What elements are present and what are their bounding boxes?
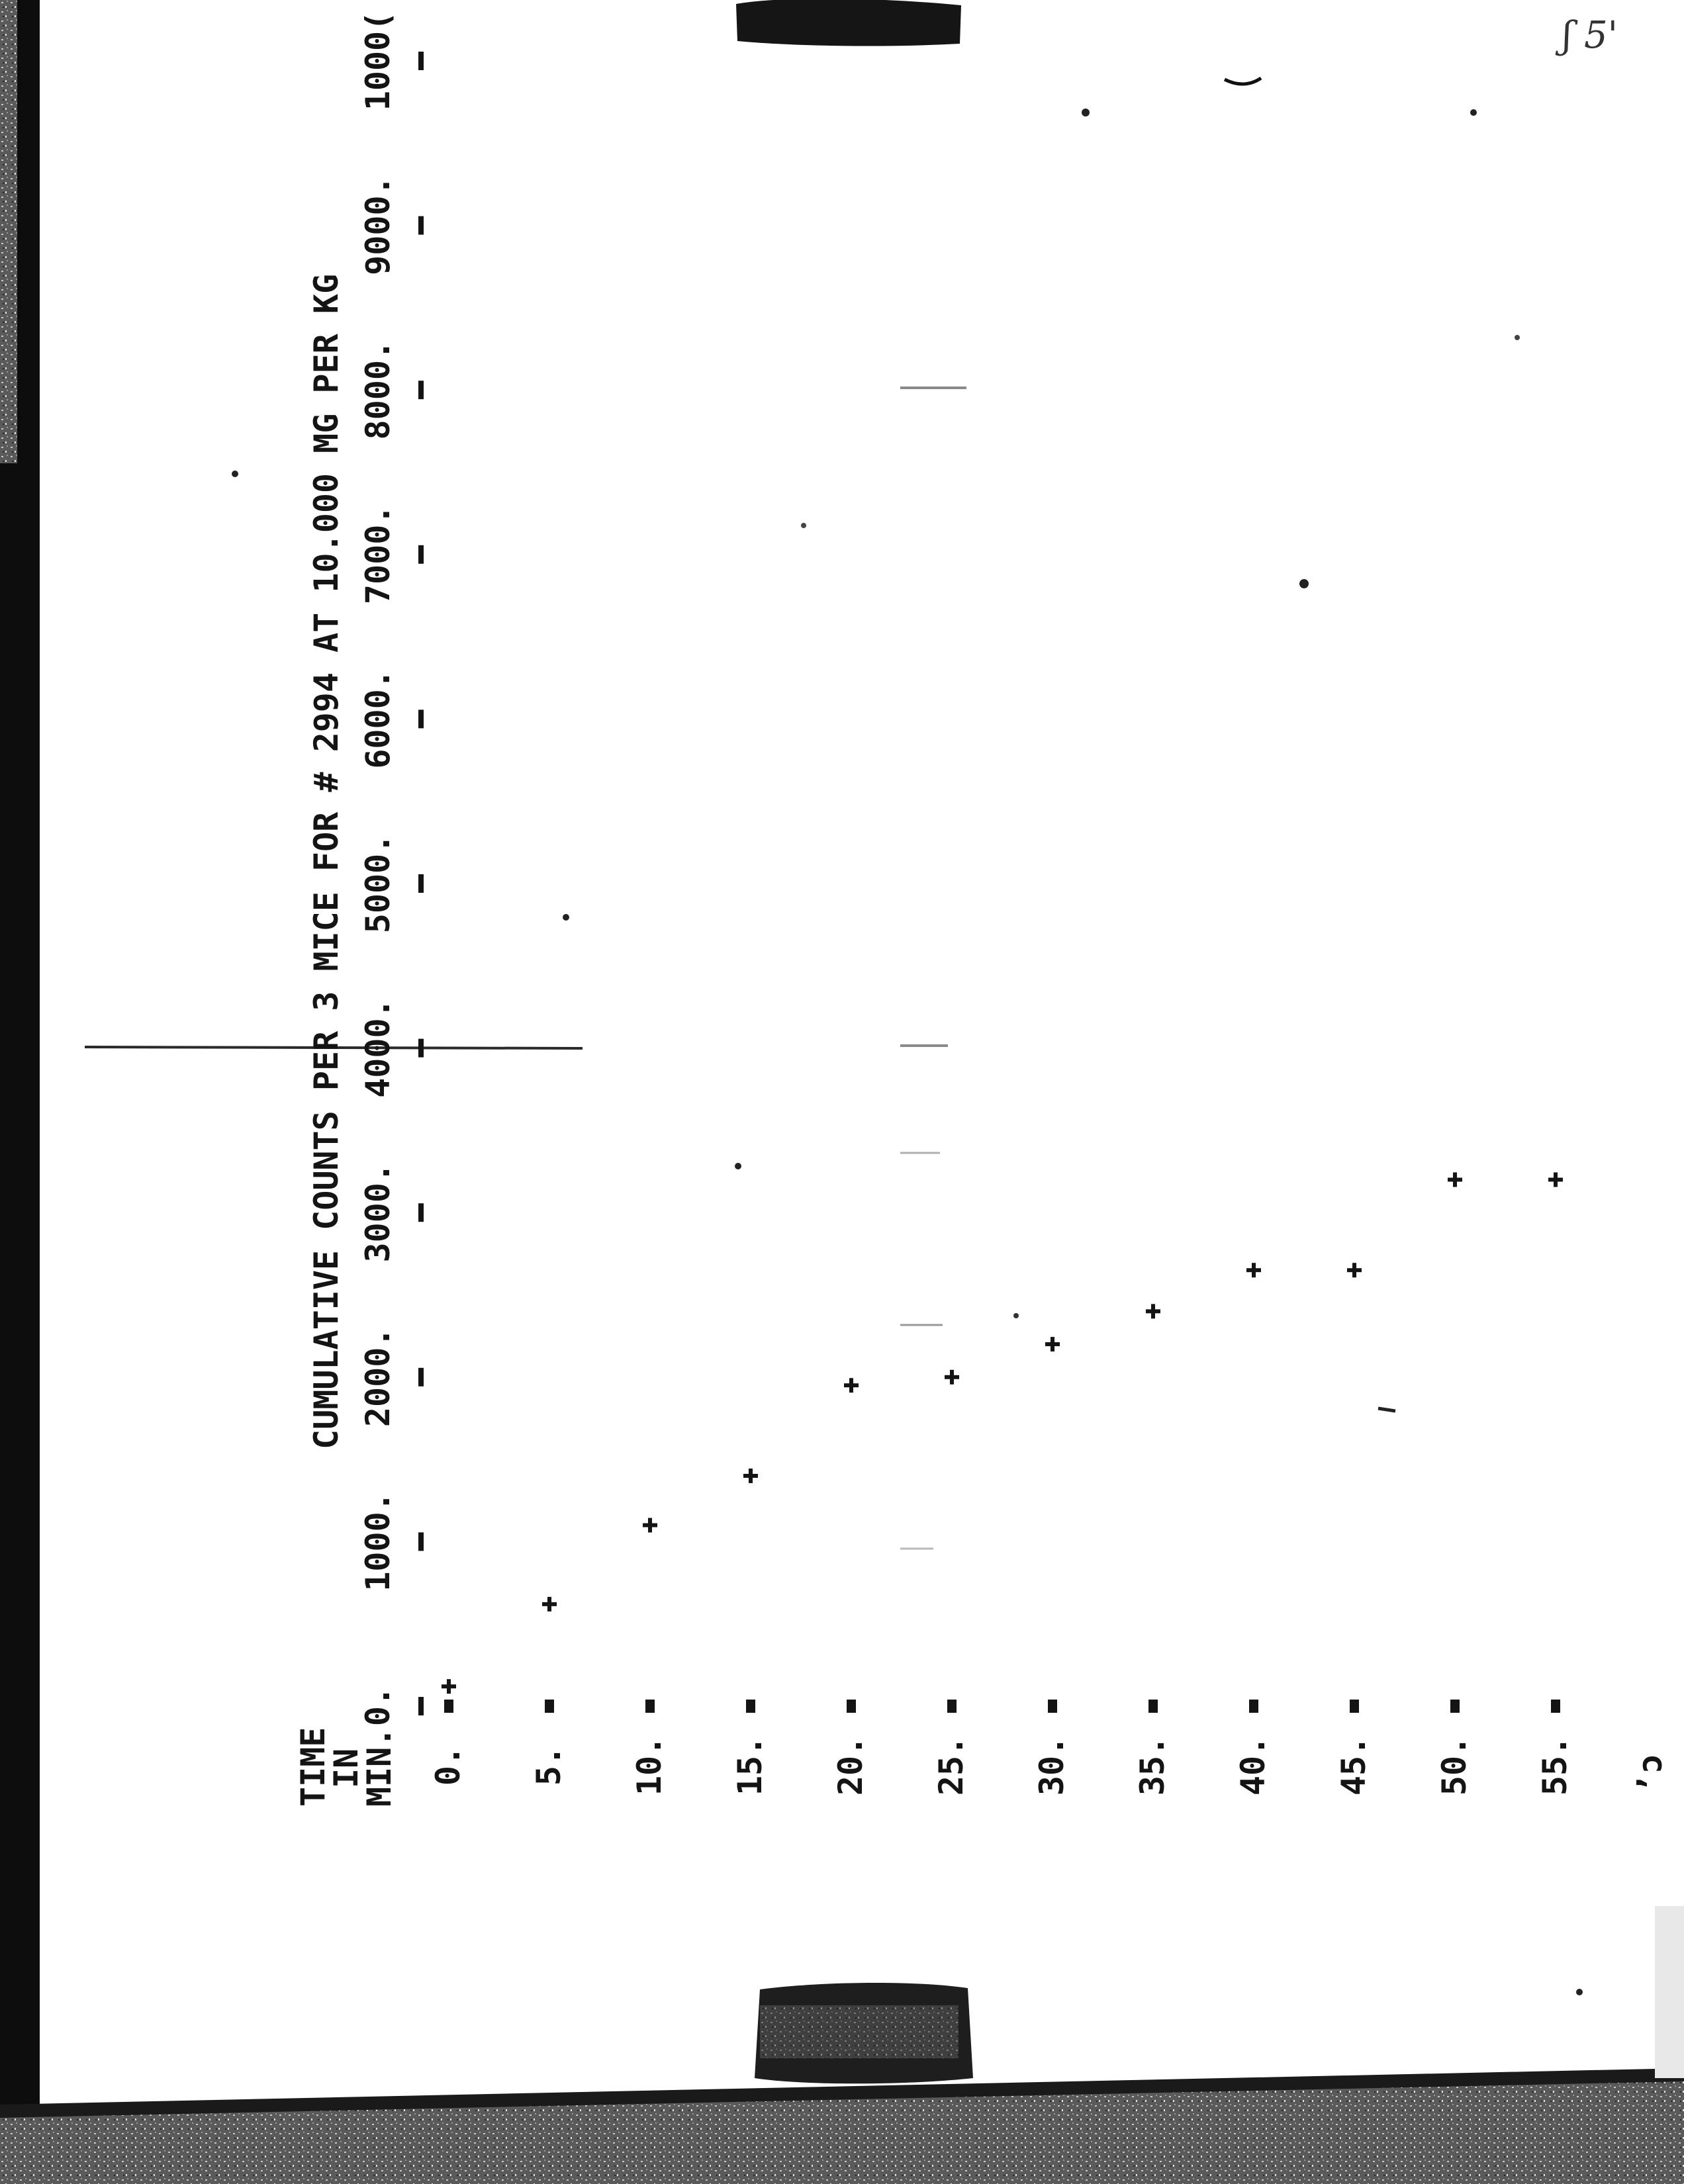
- y-tick-mark: [418, 52, 424, 70]
- baseline-mark: [746, 1700, 755, 1713]
- y-tick-label: 2000.: [359, 1327, 397, 1428]
- baseline-mark: [545, 1700, 554, 1713]
- x-axis-title-line-1: TIME: [294, 1727, 332, 1807]
- data-point: [945, 1370, 959, 1385]
- x-tick-label: 45.: [1334, 1735, 1373, 1796]
- x-tick-label: 40.: [1234, 1735, 1272, 1796]
- y-tick-label: 8000.: [359, 340, 397, 440]
- y-tick-mark: [418, 1039, 424, 1058]
- baseline-mark: [1350, 1700, 1359, 1713]
- data-series: [442, 1172, 1563, 1694]
- y-tick-mark: [418, 1368, 424, 1387]
- data-point: [1045, 1337, 1060, 1351]
- data-point: [844, 1378, 859, 1392]
- x-tick-label: 25.: [932, 1735, 970, 1796]
- data-point: [1448, 1172, 1462, 1187]
- baseline-mark: [1450, 1700, 1460, 1713]
- scan-top-blot: [736, 0, 961, 46]
- y-tick-label: 5000.: [359, 833, 397, 934]
- x-axis-baseline-marks: [444, 1700, 1560, 1713]
- chart-title: [307, 274, 346, 1449]
- y-tick-mark: [418, 709, 424, 728]
- x-axis-tick-labels: [429, 1736, 1574, 1796]
- y-tick-label: 6000.: [359, 669, 397, 769]
- x-tick-label: 15.: [731, 1735, 769, 1796]
- chart-title-text: CUMULATIVE COUNTS PER 3 MICE FOR # 2994 AT 10.000 MG PER KG: [307, 273, 346, 1449]
- x-axis-title: [294, 1727, 398, 1807]
- y-axis-ticks: [359, 11, 424, 1726]
- data-point: [1548, 1172, 1563, 1187]
- x-tick-label: 5.: [530, 1745, 568, 1786]
- x-tick-label: 10.: [630, 1735, 669, 1796]
- baseline-mark: [847, 1700, 856, 1713]
- data-point: [1246, 1263, 1261, 1277]
- x-axis-title-line-3: MIN.: [360, 1727, 398, 1807]
- baseline-mark: [444, 1700, 453, 1713]
- baseline-mark: [947, 1700, 957, 1713]
- cut-off-row-label: ’ɔ: [1631, 1753, 1669, 1794]
- baseline-mark: [1249, 1700, 1258, 1713]
- x-tick-label: 20.: [831, 1735, 870, 1796]
- y-tick-mark: [418, 1532, 424, 1551]
- y-tick-label: 1000(: [359, 11, 397, 111]
- y-tick-mark: [418, 545, 424, 564]
- data-point: [1347, 1263, 1362, 1277]
- scan-top-arc: [1225, 78, 1261, 84]
- y-tick-mark: [418, 216, 424, 235]
- baseline-mark: [1551, 1700, 1560, 1713]
- x-tick-label: 35.: [1133, 1735, 1172, 1796]
- y-tick-mark: [418, 1697, 424, 1715]
- y-tick-label: 7000.: [359, 504, 397, 605]
- data-point: [643, 1518, 657, 1533]
- x-tick-label: 0.: [429, 1745, 467, 1786]
- data-point: [542, 1597, 557, 1612]
- y-tick-label: 3000.: [359, 1162, 397, 1263]
- x-tick-label: 55.: [1536, 1735, 1574, 1796]
- handwritten-page-note: ʃ 5': [1562, 14, 1618, 57]
- y-tick-label: 0.: [359, 1686, 397, 1727]
- x-axis-title-line-2: IN: [327, 1748, 365, 1788]
- baseline-mark: [645, 1700, 655, 1713]
- data-point: [442, 1679, 456, 1694]
- x-tick-label: 30.: [1033, 1735, 1071, 1796]
- y-tick-mark: [418, 874, 424, 893]
- y-tick-mark: [418, 381, 424, 399]
- baseline-mark: [1048, 1700, 1057, 1713]
- x-tick-label: 50.: [1435, 1735, 1474, 1796]
- data-point: [1146, 1304, 1160, 1318]
- baseline-mark: [1148, 1700, 1158, 1713]
- data-point: [743, 1469, 758, 1483]
- y-tick-label: 4000.: [359, 998, 397, 1098]
- y-tick-label: 9000.: [359, 175, 397, 275]
- y-tick-mark: [418, 1203, 424, 1222]
- y-tick-label: 1000.: [359, 1492, 397, 1592]
